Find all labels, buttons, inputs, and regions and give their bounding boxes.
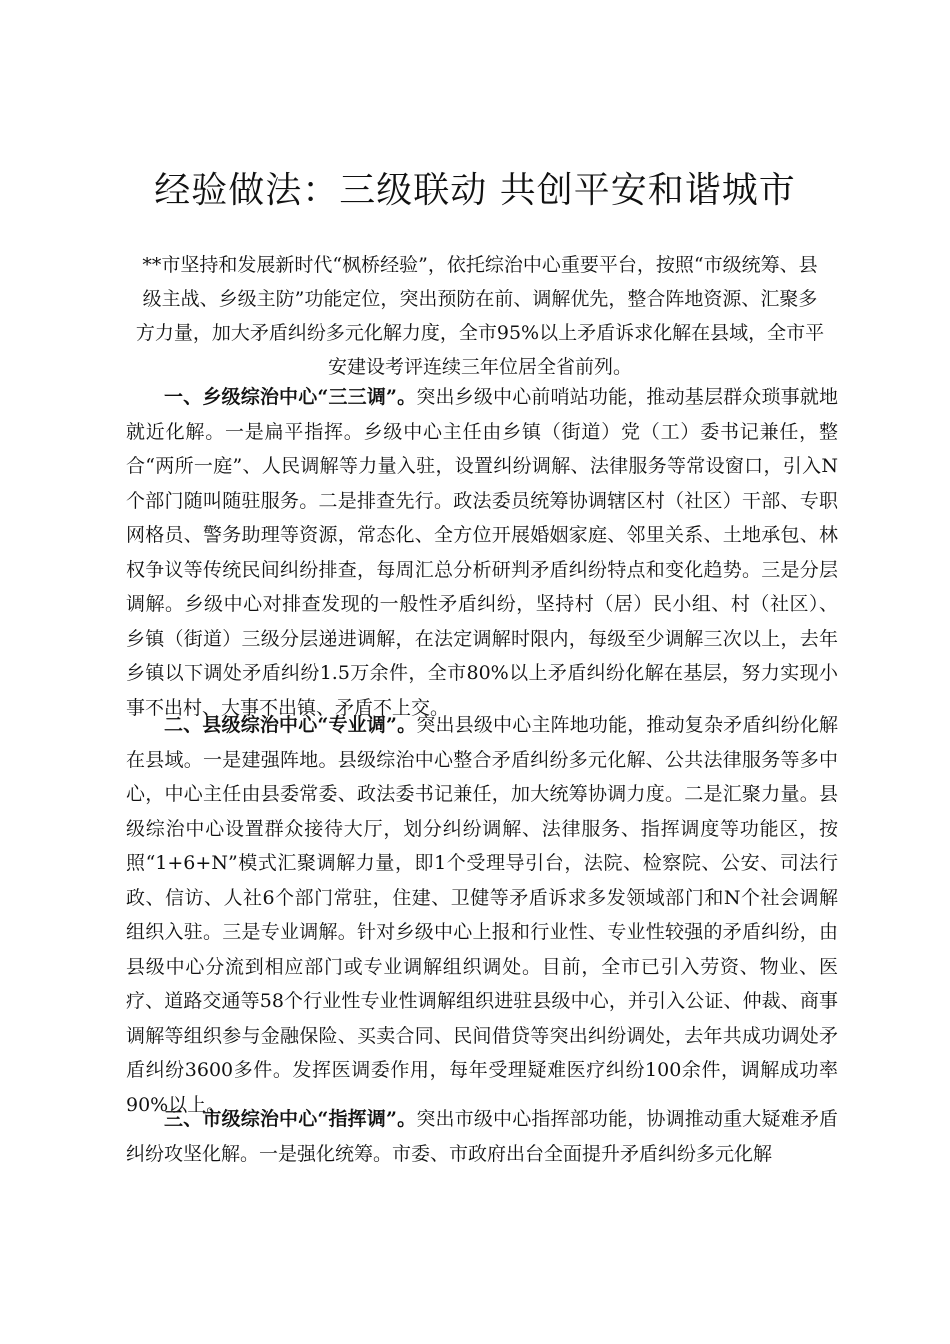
section-heading: 三、市级综治中心“指挥调”。 bbox=[164, 1108, 417, 1130]
section-body: 突出乡级中心前哨站功能，推动基层群众琐事就地就近化解。一是扁平指挥。乡级中心主任由乡镇（街道）党（工）委书记兼任，整合“两所一庭”、人民调解等力量入驻，设置纠纷调解、法律服务等常设窗口，引入N个部门随叫随驻服务。二是排查先行。政法委员统筹协调辖区村（社区）干部、专职网格员、警务助理等资源，常态化、全方位开展婚姻家庭、邻里关系、土地承包、林权争议等传统民间纠纷排查，每周汇总分析研判矛盾纠纷特点和变化趋势。三是分层调解。乡级中心对排查发现的一般性矛盾纠纷，坚持村（居）民小组、村（社区）、乡镇（街道）三级分层递进调解，在法定调解时限内，每级至少调解三次以上，去年乡镇以下调处矛盾纠纷1.5万余件，全市80%以上矛盾纠纷化解在基层，努力实现小事不出村、大事不出镇、矛盾不上交。 bbox=[126, 386, 838, 719]
document-title: 经验做法：三级联动 共创平安和谐城市 bbox=[154, 170, 796, 211]
section-paragraph bbox=[126, 380, 838, 725]
intro-paragraph: **市坚持和发展新时代“枫桥经验”，依托综治中心重要平台，按照“市级统筹、县级主战、乡级主防”功能定位，突出预防在前、调解优先，整合阵地资源、汇聚多方力量，加大矛盾纠纷多元化解力度，全市95%以上矛盾诉求化解在县域，全市平安建设考评连续三年位居全省前列。 bbox=[135, 254, 825, 378]
section-heading: 一、乡级综治中心“三三调”。 bbox=[164, 386, 417, 408]
section-paragraph bbox=[126, 708, 838, 1122]
section-heading: 二、县级综治中心“专业调”。 bbox=[164, 714, 417, 736]
section-paragraph bbox=[126, 1102, 838, 1171]
section-body: 突出市级中心指挥部功能，协调推动重大疑难矛盾纠纷攻坚化解。一是强化统筹。市委、市政府出台全面提升矛盾纠纷多元化解 bbox=[126, 1108, 838, 1165]
section-body: 突出县级中心主阵地功能，推动复杂矛盾纠纷化解在县域。一是建强阵地。县级综治中心整合矛盾纠纷多元化解、公共法律服务等多中心，中心主任由县委常委、政法委书记兼任，加大统筹协调力度。二是汇聚力量。县级综治中心设置群众接待大厅，划分纠纷调解、法律服务、指挥调度等功能区，按照“1+6+N”模式汇聚调解力量，即1个受理导引台，法院、检察院、公安、司法行政、信访、人社6个部门常驻，住建、卫健等矛盾诉求多发领域部门和N个社会调解组织入驻。三是专业调解。针对乡级中心上报和行业性、专业性较强的矛盾纠纷，由县级中心分流到相应部门或专业调解组织调处。目前，全市已引入劳资、物业、医疗、道路交通等58个行业性专业性调解组织进驻县级中心，并引入公证、仲裁、商事调解等组织参与金融保险、买卖合同、民间借贷等突出纠纷调处，去年共成功调处矛盾纠纷3600多件。发挥医调委作用，每年受理疑难医疗纠纷100余件，调解成功率90%以上。 bbox=[126, 714, 838, 1116]
